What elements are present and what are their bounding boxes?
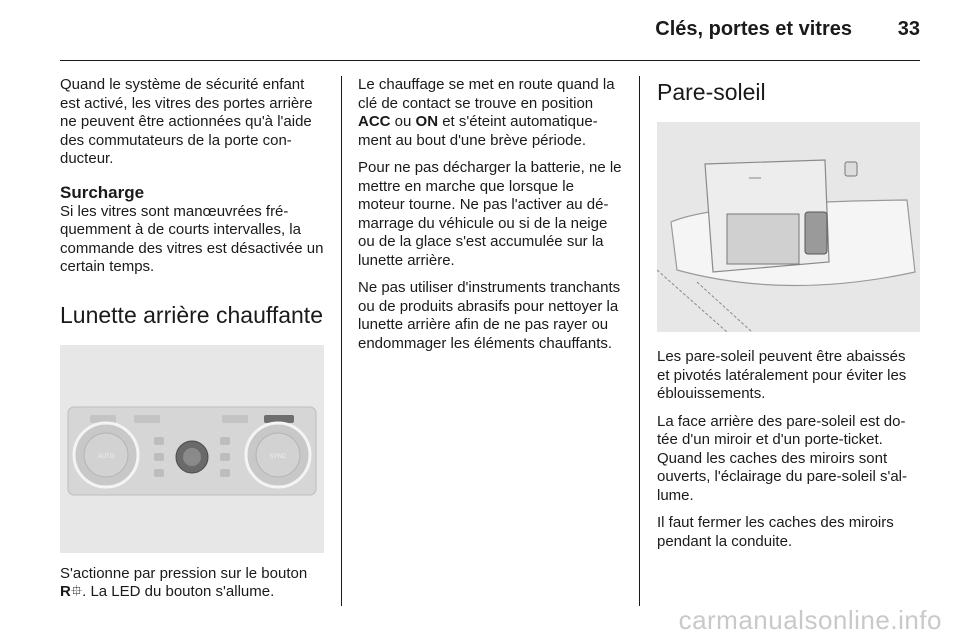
sun-visor-heading: Pare-soleil	[657, 79, 766, 105]
climate-panel-illustration	[60, 345, 324, 553]
heating-text-2: et s'éteint automatiquement au bout d'une brève période.	[358, 113, 598, 149]
small-button	[220, 437, 230, 445]
rear-window-heading: Lunette arrière chauffante	[60, 301, 323, 328]
column-2	[358, 76, 622, 362]
small-button	[154, 453, 164, 461]
caption-button-letter: R	[60, 583, 71, 600]
small-button	[220, 469, 230, 477]
sync-label: SYNC	[269, 453, 287, 460]
visor-paragraph-2: La face arrière des pare-soleil est dotée d'un miroir et d'un porte-ticket. Quand les caches des miroirs sont ouverts, l'éclairage du pare-soleil s'allume.	[657, 412, 908, 504]
heating-text-1: Le chauffage se met en route quand la clé de contact se trouve en position	[358, 76, 615, 112]
ticket-holder	[805, 212, 827, 254]
rear-defrost-icon: ⯐	[70, 583, 83, 600]
column-3	[657, 76, 920, 560]
heating-paragraph	[358, 76, 622, 150]
watermark: carmanualsonline.info	[678, 605, 942, 635]
small-button	[220, 453, 230, 461]
rear-window-caption	[60, 565, 324, 602]
visor-paragraph-1: Les pare-soleil peuvent être abaissés et pivotés latéralement pour éviter les éblouissements.	[657, 348, 907, 402]
panel-button	[134, 415, 160, 423]
sun-visor-illustration	[657, 122, 920, 332]
column-divider-1	[341, 76, 342, 606]
page-number: 33	[897, 18, 920, 40]
sun-visor-figure	[657, 122, 920, 332]
small-button	[154, 437, 164, 445]
overload-paragraph: Si les vitres sont manœuvrées fréquemment à de courts intervalles, la commande des vitres est désactivée un certain temps.	[60, 202, 324, 275]
small-button	[154, 469, 164, 477]
visor-paragraph-3: Il faut fermer les caches des miroirs pendant la conduite.	[657, 514, 894, 550]
caption-text-before: S'actionne par pression sur le bouton	[60, 564, 308, 582]
child-safety-paragraph: Quand le système de sécurité enfant est activé, les vitres des portes arrière ne peuvent être actionnées qu'à l'aide des commutateurs de la porte conducteur.	[60, 76, 313, 167]
acc-label: ACC	[358, 113, 391, 130]
panel-button	[222, 415, 248, 423]
caption-text-after: . La LED du bouton s'allume.	[82, 583, 275, 600]
visor-clip	[845, 162, 857, 176]
auto-label: AUTO	[97, 453, 115, 460]
battery-paragraph: Pour ne pas décharger la batterie, ne le mettre en marche que lorsque le moteur tourne. Ne pas l'activer au démarrage du véhicule ou si de la neige ou de la glace s'est accumulée sur la lunette arrière.	[358, 159, 622, 269]
heating-text-or: ou	[390, 113, 416, 130]
overload-heading: Surcharge	[60, 182, 145, 202]
header-title: Clés, portes et vitres	[655, 18, 852, 40]
center-knob-core	[183, 448, 201, 466]
mirror	[727, 214, 799, 264]
column-1	[60, 76, 324, 611]
header-rule	[60, 60, 920, 61]
on-label: ON	[415, 113, 439, 130]
cleaning-paragraph: Ne pas utiliser d'instruments tranchants ou de produits abrasifs pour nettoyer la lunette arrière afin de ne pas rayer ou endommager les éléments chauffants.	[358, 279, 621, 352]
climate-panel-figure	[60, 345, 324, 553]
column-divider-2	[639, 76, 640, 606]
